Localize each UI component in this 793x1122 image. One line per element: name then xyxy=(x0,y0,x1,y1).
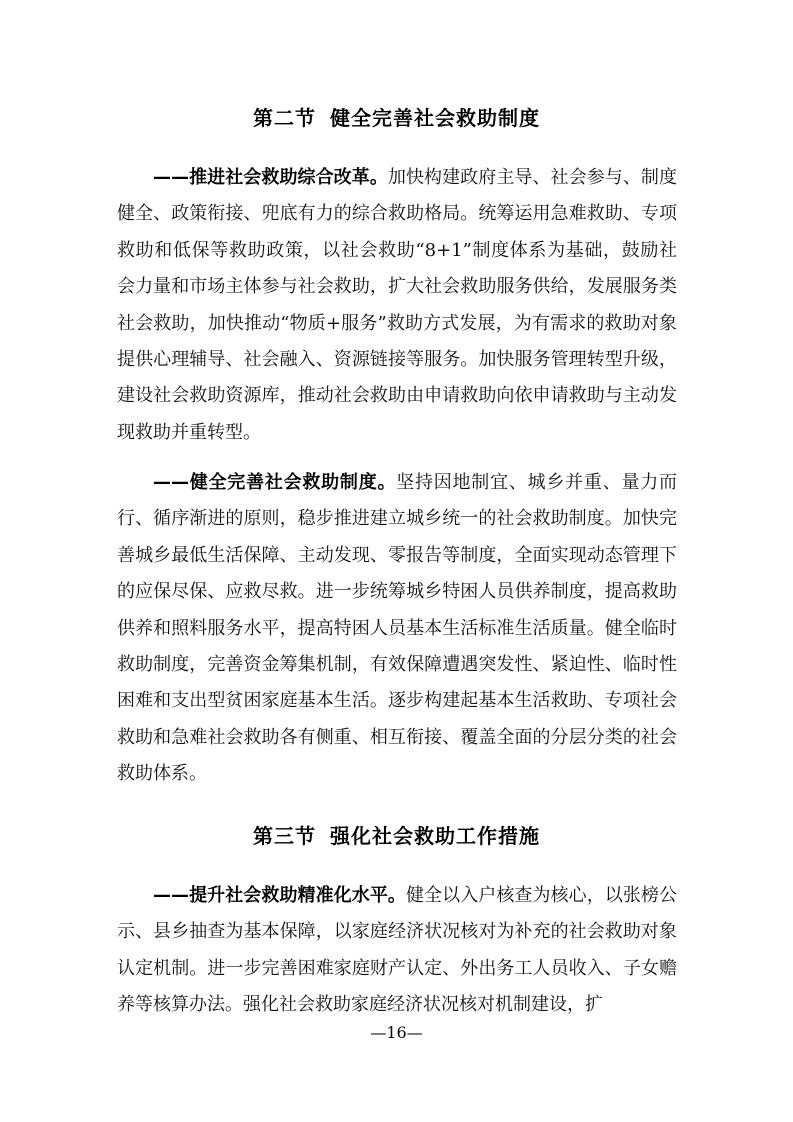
paragraph-social-assistance-reform xyxy=(117,160,677,451)
section-number: 第三节 xyxy=(253,824,316,848)
page-number: —16— xyxy=(370,1023,423,1042)
paragraph-lead: ——提升社会救助精准化水平。 xyxy=(153,885,406,906)
section-number: 第二节 xyxy=(253,106,316,130)
paragraph-body: 坚持因地制宜、城乡并重、量力而行、循序渐进的原则，稳步推进建立城乡统一的社会救助制度。加快完善城乡最低生活保障、主动发现、零报告等制度，全面实现动态管理下的应保尽保、应救尽救。进一步统筹城乡特困人员供养制度，提高救助供养和照料服务水平，提高特困人员基本生活标准生活质量。健全临时救助制度，完善资金筹集机制，有效保障遭遇突发性、紧迫性、临时性困难和支出型贫困家庭基本生活。逐步构建起基本生活救助、专项社会救助和急难社会救助各有侧重、相互衔接、覆盖全面的分层分类的社会救助体系。 xyxy=(117,472,678,785)
paragraph-precision-assistance xyxy=(117,878,677,1024)
section-title: 强化社会救助工作措施 xyxy=(330,824,540,848)
paragraph-lead: ——健全完善社会救助制度。 xyxy=(153,472,397,493)
section-title: 健全完善社会救助制度 xyxy=(330,106,540,130)
section-heading-3 xyxy=(0,822,793,850)
paragraph-body: 加快构建政府主导、社会参与、制度健全、政策衔接、兜底有力的综合救助格局。统筹运用急难救助、专项救助和低保等救助政策，以社会救助“8+1”制度体系为基础，鼓励社会力量和市场主体参与社会救助，扩大社会救助服务供给，发展服务类社会救助，加快推动“物质+服务”救助方式发展，为有需求的救助对象提供心理辅导、社会融入、资源链接等服务。加快服务管理转型升级，建设社会救助资源库，推动社会救助由申请救助向依申请救助与主动发现救助并重转型。 xyxy=(117,167,678,443)
paragraph-body: 健全以入户核查为核心，以张榜公示、县乡抽查为基本保障，以家庭经济状况核对为补充的社会救助对象认定机制。进一步完善困难家庭财产认定、外出务工人员收入、子女赡养等核算办法。强化社会救助家庭经济状况核对机制建设，扩 xyxy=(117,885,678,1016)
paragraph-lead: ——推进社会救助综合改革。 xyxy=(153,167,388,188)
paragraph-improve-assistance-system xyxy=(117,465,677,793)
section-heading-2 xyxy=(0,104,793,132)
